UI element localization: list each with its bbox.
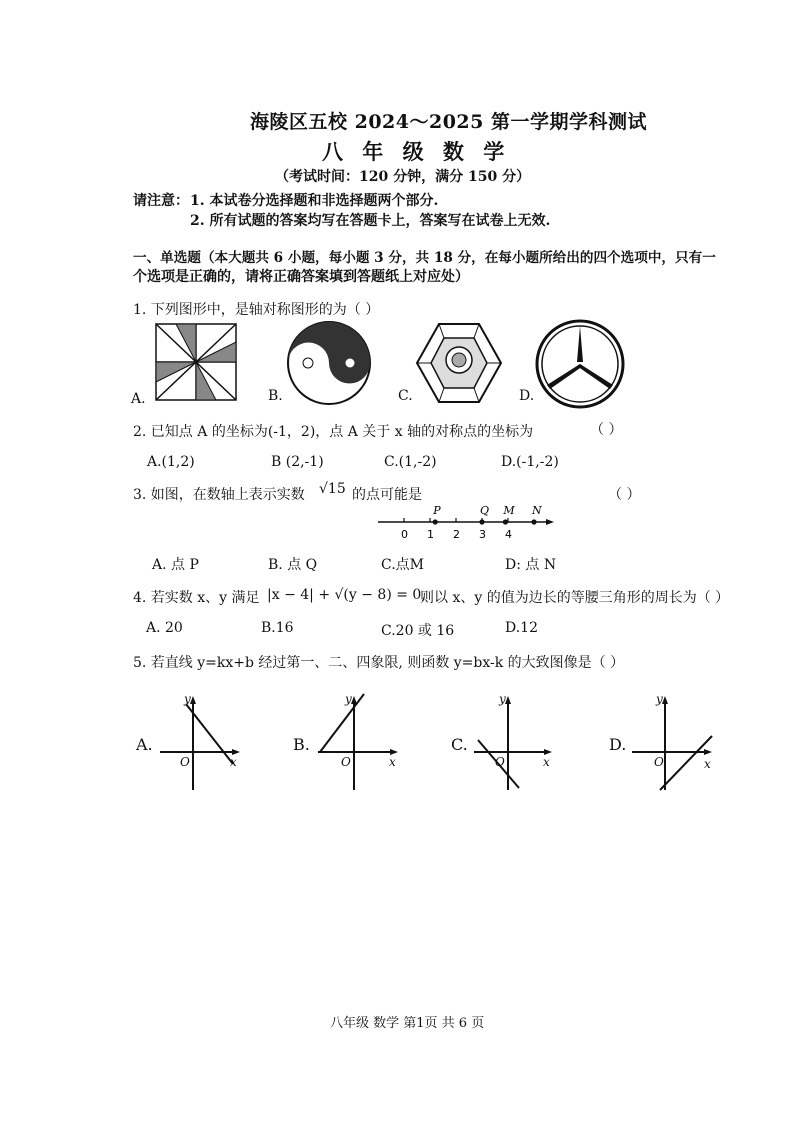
notice-item-1: 1. 本试卷分选择题和非选择题两个部分.	[190, 193, 439, 209]
q4-stem-pre: 4. 若实数 x、y 满足	[133, 590, 260, 606]
graph-c	[472, 690, 562, 794]
number-line-tick-label: 4	[505, 528, 512, 541]
q3-stem-post: 的点可能是	[352, 487, 422, 503]
q4-option-c: C.20 或 16	[381, 623, 455, 639]
q5-option-d: D.	[609, 735, 627, 754]
number-line-point	[479, 519, 484, 524]
q1-stem: 1. 下列图形中，是轴对称图形的为（ ）	[133, 302, 380, 318]
section-heading-line1: 一、单选题（本大题共 6 小题，每小题 3 分，共 18 分，在每小题所给出的四个选项中，只有一	[133, 250, 716, 266]
q3-option-b: B. 点 Q	[268, 557, 318, 573]
notice-item-2: 2. 所有试题的答案均写在答题卡上，答案写在试卷上无效.	[190, 213, 551, 229]
q3-bracket: （ ）	[608, 487, 641, 503]
number-line-tick-label: 2	[453, 528, 460, 541]
q3-option-a: A. 点 P	[152, 557, 199, 573]
q3-option-c: C.点M	[381, 557, 424, 573]
graph-d	[630, 690, 720, 794]
exam-subtitle: 八 年 级 数 学	[322, 139, 511, 164]
q2-option-c: C.(1,-2)	[384, 454, 437, 470]
q4-option-b: B.16	[261, 620, 294, 636]
number-line-point-label: P	[433, 504, 441, 517]
q2-option-a: A.(1,2)	[147, 454, 195, 470]
yin-yang-figure	[286, 320, 372, 406]
q4-stem-post: 则以 x、y 的值为边长的等腰三角形的周长为（ ）	[420, 590, 730, 606]
number-line-point	[433, 519, 438, 524]
q3-option-d: D: 点 N	[505, 557, 557, 573]
number-line-point-label: M	[503, 504, 515, 517]
number-line-point	[503, 519, 508, 524]
number-line-point	[531, 519, 536, 524]
number-line-tick-label: 0	[401, 528, 408, 541]
q5-option-c: C.	[451, 735, 468, 754]
x-axis-label: x	[704, 757, 711, 771]
q2-option-b: B (2,-1)	[271, 454, 324, 470]
exam-title: 海陵区五校 2024～2025 第一学期学科测试	[250, 111, 647, 133]
q4-option-a: A. 20	[146, 620, 183, 636]
q4-option-d: D.12	[505, 620, 538, 636]
q5-option-b: B.	[293, 735, 310, 754]
origin-label: O	[495, 755, 505, 769]
q3-stem-pre: 3. 如图，在数轴上表示实数	[133, 487, 305, 503]
number-line-tick-label: 3	[479, 528, 486, 541]
q1-option-c: C.	[398, 388, 413, 404]
origin-label: O	[341, 755, 351, 769]
y-axis-label: y	[184, 692, 191, 706]
q2-stem: 2. 已知点 A 的坐标为(-1，2)，点 A 关于 x 轴的对称点的坐标为	[133, 424, 534, 440]
q3-radical: √15	[319, 481, 346, 497]
notice-label: 请注意：	[133, 193, 189, 209]
exam-info: （考试时间：120 分钟，满分 150 分）	[275, 169, 531, 185]
number-line-point-label: N	[532, 504, 542, 517]
q1-option-d: D.	[519, 388, 535, 404]
number-line-tick-label: 1	[427, 528, 434, 541]
number-line-point-label: Q	[480, 504, 490, 517]
q5-stem: 5. 若直线 y=kx+b 经过第一、二、四象限, 则函数 y=bx-k 的大致图像是（ ）	[133, 655, 625, 671]
origin-label: O	[180, 755, 190, 769]
pinwheel-figure	[154, 322, 238, 402]
section-heading-line2: 个选项是正确的，请将正确答案填到答题纸上对应处）	[133, 269, 469, 285]
q1-option-a: A.	[131, 391, 146, 407]
number-line	[378, 500, 558, 542]
q5-option-a: A.	[136, 735, 153, 754]
y-axis-label: y	[499, 692, 506, 706]
q1-option-b: B.	[268, 388, 283, 404]
x-axis-label: x	[389, 755, 396, 769]
page-footer: 八年级 数学 第1页 共 6 页	[330, 1016, 485, 1031]
q4-formula: |x − 4| + √(y − 8) = 0,	[267, 587, 426, 603]
x-axis-label: x	[230, 755, 237, 769]
three-pointed-star-figure	[534, 318, 626, 410]
y-axis-label: y	[345, 692, 352, 706]
q2-option-d: D.(-1,-2)	[501, 454, 559, 470]
graph-b	[316, 690, 406, 794]
origin-label: O	[654, 755, 664, 769]
q2-bracket: （ ）	[590, 422, 623, 438]
x-axis-label: x	[543, 755, 550, 769]
graph-a	[158, 690, 248, 794]
hexagon-figure	[414, 320, 504, 406]
y-axis-label: y	[656, 692, 663, 706]
